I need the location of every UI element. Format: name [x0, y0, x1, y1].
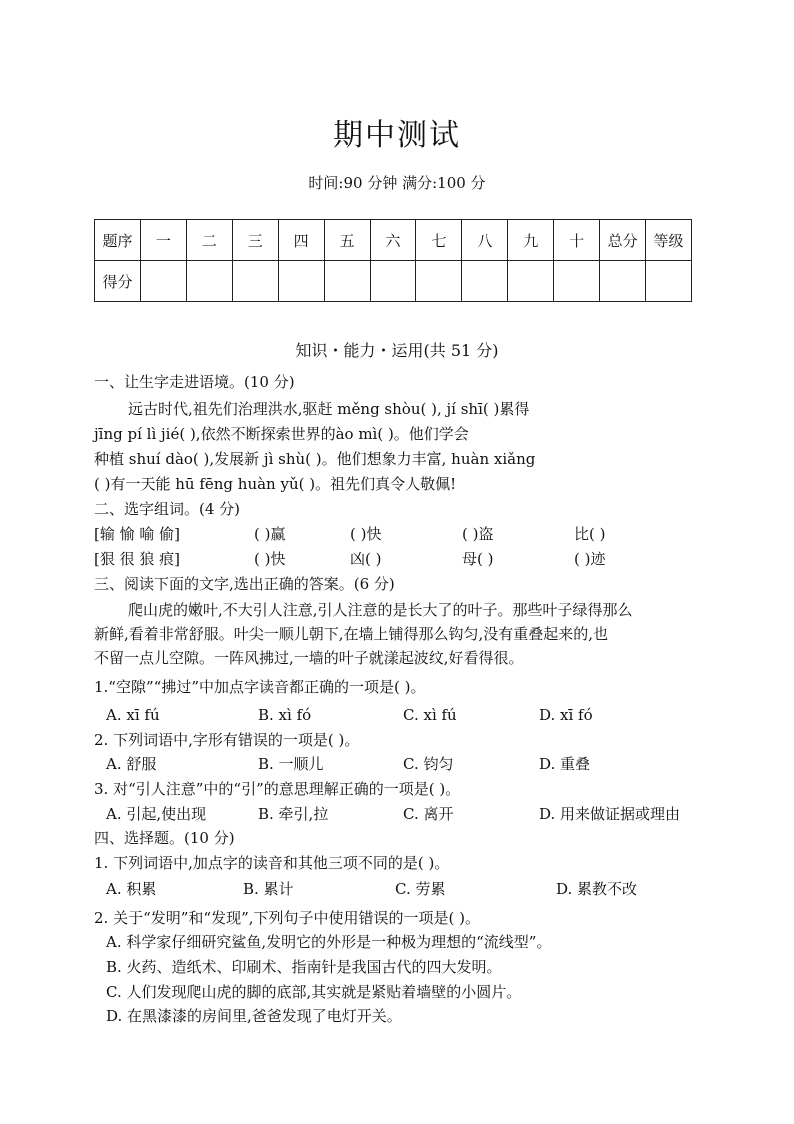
- table-cell: 二: [186, 220, 232, 261]
- table-cell: 得分: [95, 261, 141, 302]
- answer-option[interactable]: A. 科学家仔细研究鲨鱼,发明它的外形是一种极为理想的“流线型”。: [106, 933, 552, 951]
- blank-item[interactable]: ( )快: [254, 550, 286, 568]
- score-input-cell[interactable]: [278, 261, 324, 302]
- answer-option[interactable]: D. 累教不改: [556, 880, 638, 898]
- table-cell: 七: [416, 220, 462, 261]
- answer-option[interactable]: C. 钧匀: [403, 755, 454, 773]
- table-cell: 九: [508, 220, 554, 261]
- score-input-cell[interactable]: [508, 261, 554, 302]
- table-cell: 总分: [600, 220, 646, 261]
- score-input-cell[interactable]: [600, 261, 646, 302]
- table-cell: 十: [554, 220, 600, 261]
- sub-question-stem: 3. 对“引人注意”中的“引”的意思理解正确的一项是( )。: [94, 780, 461, 798]
- sub-question-stem: 1. 下列词语中,加点字的读音和其他三项不同的是( )。: [94, 854, 450, 872]
- score-input-cell[interactable]: [416, 261, 462, 302]
- question-title: 四、选择题。(10 分): [94, 829, 235, 847]
- answer-option[interactable]: A. xī fú: [106, 706, 160, 724]
- score-input-cell[interactable]: [646, 261, 692, 302]
- question-title: 一、让生字走进语境。(10 分): [94, 373, 295, 391]
- table-cell: 等级: [646, 220, 692, 261]
- score-table-header-row: [95, 220, 692, 261]
- score-table-score-row: [95, 261, 692, 302]
- score-table: [94, 219, 692, 302]
- table-cell: 一: [140, 220, 186, 261]
- score-input-cell[interactable]: [324, 261, 370, 302]
- answer-option[interactable]: D. xī fó: [539, 706, 593, 724]
- answer-option[interactable]: A. 舒服: [106, 755, 157, 773]
- table-cell: 八: [462, 220, 508, 261]
- answer-option[interactable]: D. 用来做证据或理由: [539, 805, 681, 823]
- answer-option[interactable]: B. 火药、造纸术、印刷术、指南针是我国古代的四大发明。: [106, 958, 502, 976]
- answer-option[interactable]: C. 劳累: [395, 880, 446, 898]
- answer-option[interactable]: B. 累计: [243, 880, 294, 898]
- answer-option[interactable]: D. 在黑漆漆的房间里,爸爸发现了电灯开关。: [106, 1007, 402, 1025]
- score-input-cell[interactable]: [186, 261, 232, 302]
- blank-item[interactable]: 比( ): [574, 525, 606, 543]
- question-title: 三、阅读下面的文字,选出正确的答案。(6 分): [94, 575, 395, 593]
- answer-option[interactable]: A. 积累: [106, 880, 157, 898]
- sub-question-stem: 1.“空隙”“拂过”中加点字读音都正确的一项是( )。: [94, 678, 426, 696]
- answer-option[interactable]: B. xì fó: [258, 706, 312, 724]
- char-group: [狠 很 狼 痕]: [94, 550, 181, 568]
- blank-item[interactable]: ( )快: [350, 525, 382, 543]
- score-input-cell[interactable]: [370, 261, 416, 302]
- blank-item[interactable]: ( )盗: [462, 525, 494, 543]
- page-title: 期中测试: [333, 118, 461, 153]
- char-group: [输 愉 喻 偷]: [94, 525, 181, 543]
- table-cell: 五: [324, 220, 370, 261]
- sub-question-stem: 2. 关于“发明”和“发现”,下列句子中使用错误的一项是( )。: [94, 909, 480, 927]
- exam-info: 时间:90 分钟 满分:100 分: [308, 174, 486, 192]
- answer-option[interactable]: B. 牵引,拉: [258, 805, 329, 823]
- answer-option[interactable]: C. xì fú: [403, 706, 457, 724]
- passage-line: ( )有一天能 hū fēng huàn yǔ( )。祖先们真令人敬佩!: [94, 475, 457, 493]
- table-cell: 四: [278, 220, 324, 261]
- answer-option[interactable]: C. 人们发现爬山虎的脚的底部,其实就是紧贴着墙壁的小圆片。: [106, 983, 522, 1001]
- score-input-cell[interactable]: [232, 261, 278, 302]
- score-input-cell[interactable]: [554, 261, 600, 302]
- table-cell: 六: [370, 220, 416, 261]
- answer-option[interactable]: B. 一顺儿: [258, 755, 324, 773]
- answer-option[interactable]: C. 离开: [403, 805, 454, 823]
- question-title: 二、选字组词。(4 分): [94, 500, 241, 518]
- sub-question-stem: 2. 下列词语中,字形有错误的一项是( )。: [94, 731, 360, 749]
- passage-line: 新鲜,看着非常舒服。叶尖一顺儿朝下,在墙上铺得那么钩匀,没有重叠起来的,也: [94, 625, 609, 643]
- blank-item[interactable]: ( )迹: [574, 550, 606, 568]
- answer-option[interactable]: D. 重叠: [539, 755, 591, 773]
- passage-line: 种植 shuí dào( ),发展新 jì shù( )。他们想象力丰富, huàn xiǎng: [94, 450, 536, 468]
- passage-line: 不留一点儿空隙。一阵风拂过,一墙的叶子就漾起波纹,好看得很。: [94, 649, 524, 667]
- table-cell: 三: [232, 220, 278, 261]
- table-cell: 题序: [95, 220, 141, 261]
- blank-item[interactable]: ( )赢: [254, 525, 286, 543]
- section-title: 知识・能力・运用(共 51 分): [295, 341, 499, 360]
- score-input-cell[interactable]: [462, 261, 508, 302]
- blank-item[interactable]: 凶( ): [350, 550, 382, 568]
- answer-option[interactable]: A. 引起,使出现: [106, 805, 207, 823]
- score-input-cell[interactable]: [140, 261, 186, 302]
- passage-line: 爬山虎的嫩叶,不大引人注意,引人注意的是长大了的叶子。那些叶子绿得那么: [128, 601, 633, 619]
- blank-item[interactable]: 母( ): [462, 550, 494, 568]
- passage-line: jīng pí lì jié( ),依然不断探索世界的ào mì( )。他们学会: [94, 425, 469, 443]
- passage-line: 远古时代,祖先们治理洪水,驱赶 měng shòu( ), jí shī( )累得: [128, 400, 530, 418]
